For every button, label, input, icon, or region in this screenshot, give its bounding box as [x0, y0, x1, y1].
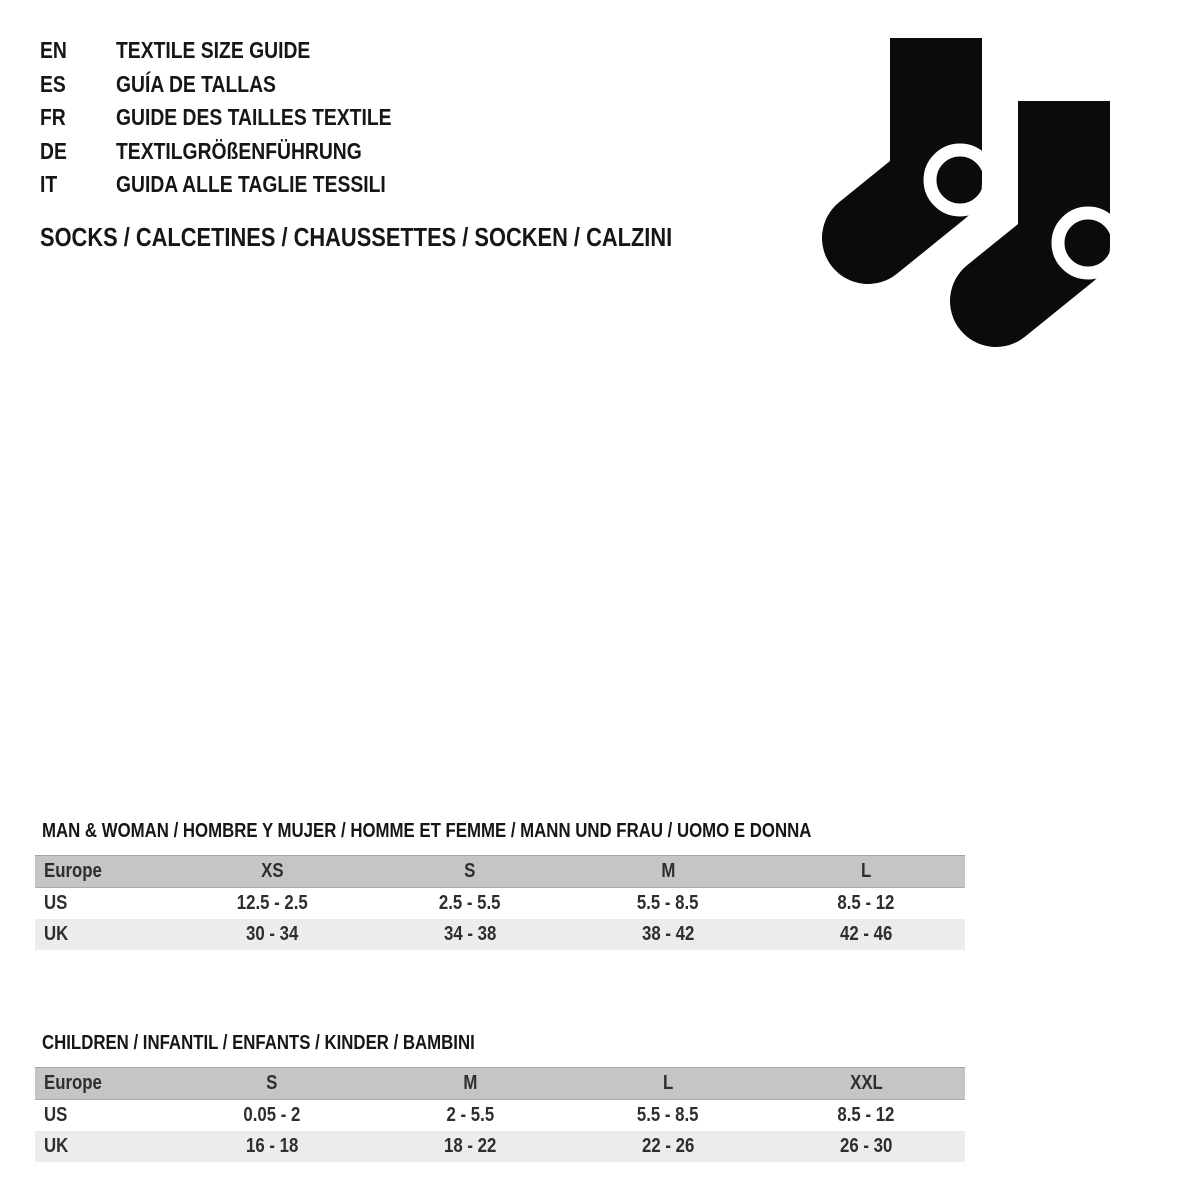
column-header-size: XS [260, 860, 284, 882]
row-label: US [44, 1104, 68, 1126]
man-woman-section [35, 820, 965, 950]
lang-row-en [40, 34, 444, 68]
lang-title: GUIDA ALLE TAGLIE TESSILI [116, 171, 386, 197]
lang-code: FR [40, 104, 66, 130]
lang-title: TEXTILE SIZE GUIDE [116, 37, 311, 63]
row-label: UK [44, 923, 69, 945]
cell-value: 42 - 46 [839, 923, 893, 945]
cell-value: 2.5 - 5.5 [439, 892, 501, 914]
lang-row-it [40, 168, 444, 202]
table-header-row [35, 1068, 965, 1100]
cell-value: 5.5 - 8.5 [637, 1104, 699, 1126]
column-header-size: L [662, 1072, 674, 1094]
lang-code: EN [40, 37, 67, 63]
children-title: CHILDREN / INFANTIL / ENFANTS / KINDER / BAMBINI [42, 1032, 475, 1054]
lang-title: TEXTILGRÖßENFÜHRUNG [116, 137, 362, 164]
cell-value: 22 - 26 [641, 1135, 695, 1157]
table-row-us [35, 888, 965, 920]
cell-value: 30 - 34 [245, 923, 299, 945]
table-row-us [35, 1100, 965, 1132]
lang-code: ES [40, 70, 66, 97]
column-header-europe: Europe [44, 1072, 102, 1094]
lang-row-es [40, 68, 444, 102]
lang-code: DE [40, 137, 67, 164]
cell-value: 2 - 5.5 [446, 1104, 494, 1126]
cell-value: 38 - 42 [641, 923, 695, 945]
lang-row-de [40, 135, 444, 169]
cell-value: 8.5 - 12 [837, 892, 895, 914]
row-label: US [44, 892, 68, 914]
lang-title: GUÍA DE TALLAS [116, 70, 276, 97]
column-header-size: S [464, 860, 476, 882]
children-table [35, 1067, 965, 1162]
cell-value: 18 - 22 [443, 1135, 497, 1157]
children-section [35, 1032, 965, 1162]
table-row-uk [35, 919, 965, 950]
man-woman-title: MAN & WOMAN / HOMBRE Y MUJER / HOMME ET FEMME / MANN UND FRAU / UOMO E DONNA [42, 820, 812, 842]
column-header-europe: Europe [44, 860, 102, 882]
table-header-row [35, 856, 965, 888]
cell-value: 26 - 30 [839, 1135, 893, 1157]
man-woman-table [35, 855, 965, 950]
row-label: UK [44, 1135, 69, 1157]
category-line [40, 222, 793, 252]
column-header-size: L [860, 860, 872, 882]
table-row-uk [35, 1131, 965, 1162]
cell-value: 0.05 - 2 [243, 1104, 301, 1126]
cell-value: 8.5 - 12 [837, 1104, 895, 1126]
language-title-list [40, 34, 444, 202]
category-line-text: SOCKS / CALCETINES / CHAUSSETTES / SOCKEN / CALZINI [40, 222, 673, 252]
lang-row-fr [40, 101, 444, 135]
lang-title: GUIDE DES TAILLES TEXTILE [116, 104, 392, 130]
column-header-size: S [266, 1072, 278, 1094]
cell-value: 16 - 18 [245, 1135, 299, 1157]
cell-value: 12.5 - 2.5 [236, 892, 308, 914]
socks-icon [820, 35, 1112, 357]
column-header-size: M [660, 860, 675, 882]
column-header-size: M [462, 1072, 477, 1094]
lang-code: IT [40, 171, 58, 197]
column-header-size: XXL [849, 1072, 883, 1094]
cell-value: 5.5 - 8.5 [637, 892, 699, 914]
cell-value: 34 - 38 [443, 923, 497, 945]
